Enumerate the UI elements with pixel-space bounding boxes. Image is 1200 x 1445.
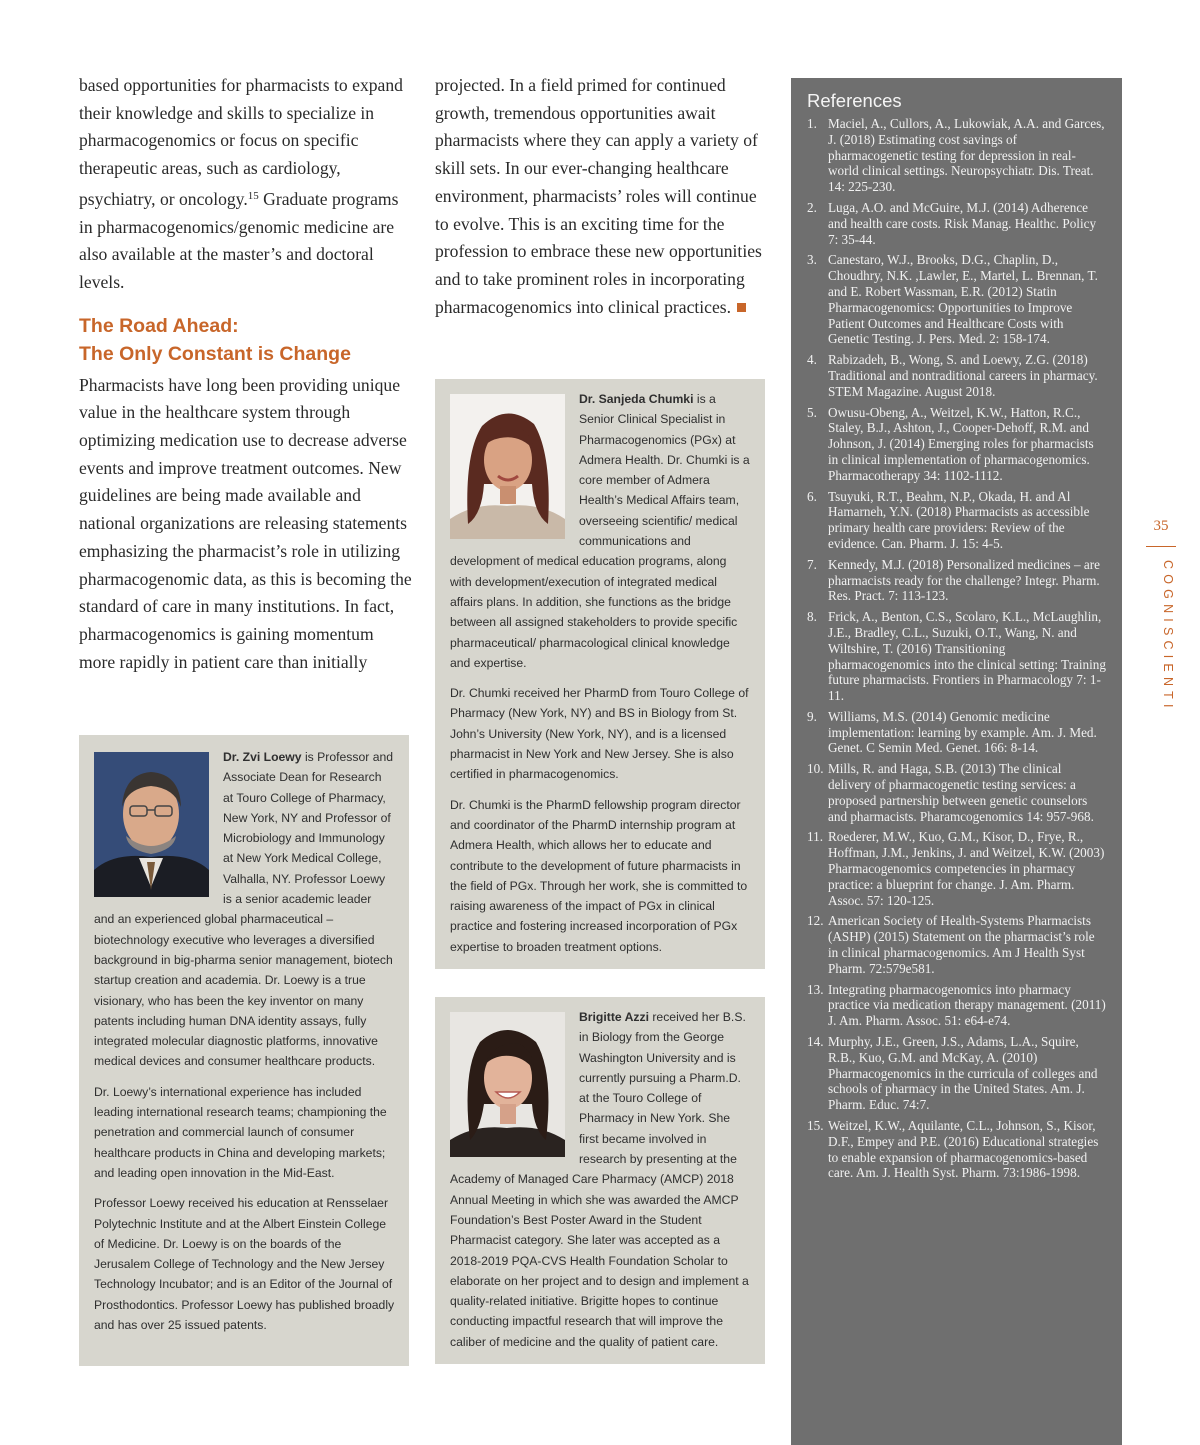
bio-chumki-p2: Dr. Chumki received her PharmD from Touro College of Pharmacy (New York, NY) and BS in Biology from St. John’s University (New York, NY), and is a licensed pharmacist in New York and New Jersey. She is also certified in pharmacogenomics. xyxy=(450,686,749,782)
reference-item xyxy=(807,1034,1106,1113)
reference-text: Integrating pharmacogenomics into pharmacy practice via medication therapy management. (2011) J. Am. Pharm. Assoc. 51: e64-e74. xyxy=(828,981,1106,1029)
portrait-loewy-illustration xyxy=(94,752,209,897)
reference-item xyxy=(807,609,1106,704)
reference-item xyxy=(807,761,1106,824)
reference-item xyxy=(807,116,1106,195)
reference-text: Mills, R. and Haga, S.B. (2013) The clinical delivery of pharmacogenetic testing services: a proposed partnership between genetic counselors and pharmacists. Pharamcogenomics 14: 957-968. xyxy=(828,761,1094,824)
reference-text: Maciel, A., Cullors, A., Lukowiak, A.A. and Garces, J. (2018) Estimating cost savings of pharmacogenetic testing for depression in real-world clinical settings. Neuropsychiatr. Dis. Treat. 14: 225-230. xyxy=(828,116,1105,195)
reference-number: 13. xyxy=(807,981,824,997)
reference-number: 1. xyxy=(807,116,817,131)
page-number-divider xyxy=(1146,546,1176,547)
body-paragraph: Pharmacists have long been providing unique value in the healthcare system through optimizing medication use to decrease adverse events and improve treatment outcomes. New guidelines are being made available and national organizations are releasing statements emphasizing the pharmacist’s role in utilizing pharmacogenomic data, as this is becoming the standard of care in many institutions. In fact, pharmacogenomics is gaining momentum more rapidly in patient care than initially xyxy=(79,374,412,672)
bio-box-chumki xyxy=(435,379,765,969)
portrait-photo-loewy xyxy=(94,752,209,897)
reference-number: 15. xyxy=(807,1118,824,1134)
reference-number: 8. xyxy=(807,609,817,625)
reference-item xyxy=(807,352,1106,399)
closing-paragraph xyxy=(435,72,770,321)
reference-number: 2. xyxy=(807,199,817,215)
bio-loewy-p1-text: is Professor and Associate Dean for Research at Touro College of Pharmacy, New York, NY and Professor of Microbiology and Immunology at New York Medical College, Valhalla, NY. Professor Loewy is a senior academic leader and an experienced global pharmaceutical – biotechnology executive who leverages a diversified background in big-pharma senior management, biotech startup creation and academia. Dr. Loewy is a true visionary, who has been the key inventor on many patents including human DNA identity assays, fully integrated molecular diagnostic platforms, innovative medical devices and consumer healthcare products. xyxy=(94,750,394,1069)
reference-item xyxy=(807,405,1106,484)
reference-number: 9. xyxy=(807,708,817,724)
reference-text: Williams, M.S. (2014) Genomic medicine implementation: learning by example. Am. J. Med. Genet. C Semin Med. Genet. 166: 8-14. xyxy=(828,708,1097,756)
reference-text: Murphy, J.E., Green, J.S., Adams, L.A., Squire, R.B., Kuo, G.M. and McKay, A. (2010) Pharmacogenomics in the curricula of colleges and schools of pharmacy in the United States. Am. J. Pharm. Educ. 74:7. xyxy=(828,1034,1098,1113)
portrait-chumki-illustration xyxy=(450,394,565,539)
portrait-azzi-illustration xyxy=(450,1012,565,1157)
references-list xyxy=(807,116,1106,1181)
section-heading xyxy=(79,312,414,368)
bio-loewy-p3: Professor Loewy received his education at Rensselaer Polytechnic Institute and at the Albert Einstein College of Medicine. Dr. Loewy is on the boards of the Jerusalem College of Technology and the New Jersey Technology Incubator; and is an Editor of the Journal of Prosthodontics. Professor Loewy has published broadly and has over 25 issued patents. xyxy=(94,1196,395,1333)
reference-text: Owusu-Obeng, A., Weitzel, K.W., Hatton, R.C., Staley, B.J., Ashton, J., Cooper-Dehoff, R.M. and Johnson, J. (2014) Emerging roles for pharmacists in clinical implementation of pharmacogenomics. Pharmacotherapy 34: 1102-1112. xyxy=(828,404,1094,483)
reference-item xyxy=(807,1118,1106,1181)
bio-chumki-p3: Dr. Chumki is the PharmD fellowship program director and coordinator of the PharmD internship program at Admera Health, which allows her to educate and contribute to the development of future pharmacists in the field of PGx. Through her work, she is committed to raising awareness of the impact of PGx in clinical practice and fostering increased incorporation of PGx expertise to broaden treatment options. xyxy=(450,797,748,954)
bio-chumki-p1-text: is a Senior Clinical Specialist in Pharmacogenomics (PGx) at Admera Health. Dr. Chumki is a core member of Admera Health’s Medical Affairs team, overseeing scientific/ medical communications and development of medical education programs, along with development/execution of integrated medical affairs plans. In addition, she functions as the bridge between all assigned stakeholders to provide specific pharmaceutical/ pharmacological clinical knowledge and expertise. xyxy=(450,392,750,670)
reference-number: 4. xyxy=(807,352,817,368)
reference-item xyxy=(807,200,1106,247)
reference-item xyxy=(807,709,1106,756)
article-column-2 xyxy=(435,72,770,321)
reference-item xyxy=(807,913,1106,976)
reference-text: Rabizadeh, B., Wong, S. and Loewy, Z.G. (2018) Traditional and nontraditional careers in pharmacy. STEM Magazine. August 2018. xyxy=(828,352,1098,399)
magazine-name-text: COGNISCIENTI xyxy=(1161,560,1175,713)
reference-text: Kennedy, M.J. (2018) Personalized medicines – are pharmacists ready for the challenge? Integr. Pharm. Res. Pract. 7: 113-123. xyxy=(828,556,1100,604)
reference-number: 11. xyxy=(807,829,823,845)
reference-number: 6. xyxy=(807,488,817,504)
reference-number: 3. xyxy=(807,252,817,268)
bio-chumki-name: Dr. Sanjeda Chumki xyxy=(579,392,694,406)
bio-box-azzi xyxy=(435,997,765,1364)
reference-item xyxy=(807,489,1106,552)
references-title: References xyxy=(807,90,902,111)
page-number: 35 xyxy=(1153,518,1169,534)
reference-text: Frick, A., Benton, C.S., Scolaro, K.L., McLaughlin, J.E., Bradley, C.L., Suzuki, O.T., Wang, N. and Wiltshire, T. (2016) Transitioning pharmacogenomics into the clinical setting: Training future pharmacists. Frontiers in Pharmacology 7: 1-11. xyxy=(828,609,1106,704)
reference-text: Roederer, M.W., Kuo, G.M., Kisor, D., Frye, R., Hoffman, J.M., Jenkins, J. and Weitzel, K.W. (2003) Pharmacogenomics competencies in pharmacy practice: a blueprint for change. J. Am. Pharm. Assoc. 57: 120-125. xyxy=(828,829,1105,908)
reference-number: 10. xyxy=(807,761,824,777)
reference-item xyxy=(807,829,1106,908)
reference-text: Luga, A.O. and McGuire, M.J. (2014) Adherence and health care costs. Risk Manag. Healthc. Policy 7: 35-44. xyxy=(828,199,1097,247)
reference-number: 14. xyxy=(807,1034,824,1050)
article-column-1 xyxy=(79,72,414,676)
section-heading-line-2: The Only Constant is Change xyxy=(79,342,351,365)
bio-azzi-name: Brigitte Azzi xyxy=(579,1010,649,1024)
intro-text: based opportunities for pharmacists to expand their knowledge and skills to specialize in pharmacogenomics or focus on specific therapeutic areas, such as cardiology, psychiatry, or oncology. xyxy=(79,75,403,209)
reference-text: Canestaro, W.J., Brooks, D.G., Chaplin, D., Choudhry, N.K. ,Lawler, E., Martel, L. Brennan, T. and E. Robert Wassman, E.R. (2012) Statin Pharmacogenomics: Opportunities to Improve Patient Outcomes and Healthcare Costs with Genetic Testing. J. Pers. Med. 2: 158-174. xyxy=(828,252,1098,347)
end-of-article-mark-icon xyxy=(737,303,746,312)
portrait-photo-chumki xyxy=(450,394,565,539)
intro-tail-text: Graduate programs in pharmacogenomics/genomic medicine are also available at the master’s and doctoral levels. xyxy=(79,188,399,292)
section-heading-line-1: The Road Ahead: xyxy=(79,314,239,337)
reference-text: American Society of Health-Systems Pharmacists (ASHP) (2015) Statement on the pharmacist’s role in clinical pharmacogenomics. Am J Health Syst Pharm. 72:579e581. xyxy=(828,913,1095,976)
reference-item xyxy=(807,252,1106,347)
reference-number: 7. xyxy=(807,556,817,572)
reference-item xyxy=(807,982,1106,1029)
portrait-photo-azzi xyxy=(450,1012,565,1157)
reference-number: 12. xyxy=(807,913,824,929)
intro-paragraph xyxy=(79,72,414,297)
bio-loewy-p2: Dr. Loewy’s international experience has included leading international research teams; championing the penetration and commercial launch of consumer healthcare products in China and developing markets; and leading open innovation in the Mid-East. xyxy=(94,1084,387,1180)
reference-item xyxy=(807,557,1106,604)
closing-text: projected. In a field primed for continued growth, tremendous opportunities await pharmacists where they can apply a variety of skill sets. In our ever-changing healthcare environment, pharmacists’ roles will continue to evolve. This is an exciting time for the profession to embrace these new opportunities and to take prominent roles in incorporating pharmacogenomics into clinical practices. xyxy=(435,75,762,317)
reference-text: Weitzel, K.W., Aquilante, C.L., Johnson, S., Kisor, D.F., Empey and P.E. (2016) Educational strategies to enable expansion of pharmacogenomics-based care. Am. J. Health Syst. Pharm. 73:1986-1998. xyxy=(828,1118,1099,1181)
reference-number: 5. xyxy=(807,404,817,420)
bio-box-loewy xyxy=(79,735,409,1366)
reference-text: Tsuyuki, R.T., Beahm, N.P., Okada, H. and Al Hamarneh, Y.N. (2018) Pharmacists as accessible primary health care providers: Review of the evidence. Can. Pharm. J. 15: 4-5. xyxy=(828,488,1090,551)
footnote-ref: 15 xyxy=(247,189,259,202)
bio-azzi-p1-text: received her B.S. in Biology from the George Washington University and is currently pursuing a Pharm.D. at the Touro College of Pharmacy in New York. She first became involved in research by presenting at the Academy of Managed Care Pharmacy (AMCP) 2018 Annual Meeting in which she was awarded the AMCP Foundation’s Best Poster Award in the Student Pharmacist category. She later was accepted as a 2018-2019 PQA-CVS Health Foundation Scholar to elaborate on her project and to design and implement a quality-related initiative. Brigitte hopes to continue conducting impactful research that will improve the caliber of medicine and the quality of patient care. xyxy=(450,1010,749,1349)
bio-loewy-name: Dr. Zvi Loewy xyxy=(223,750,302,764)
references-panel xyxy=(791,78,1122,1445)
